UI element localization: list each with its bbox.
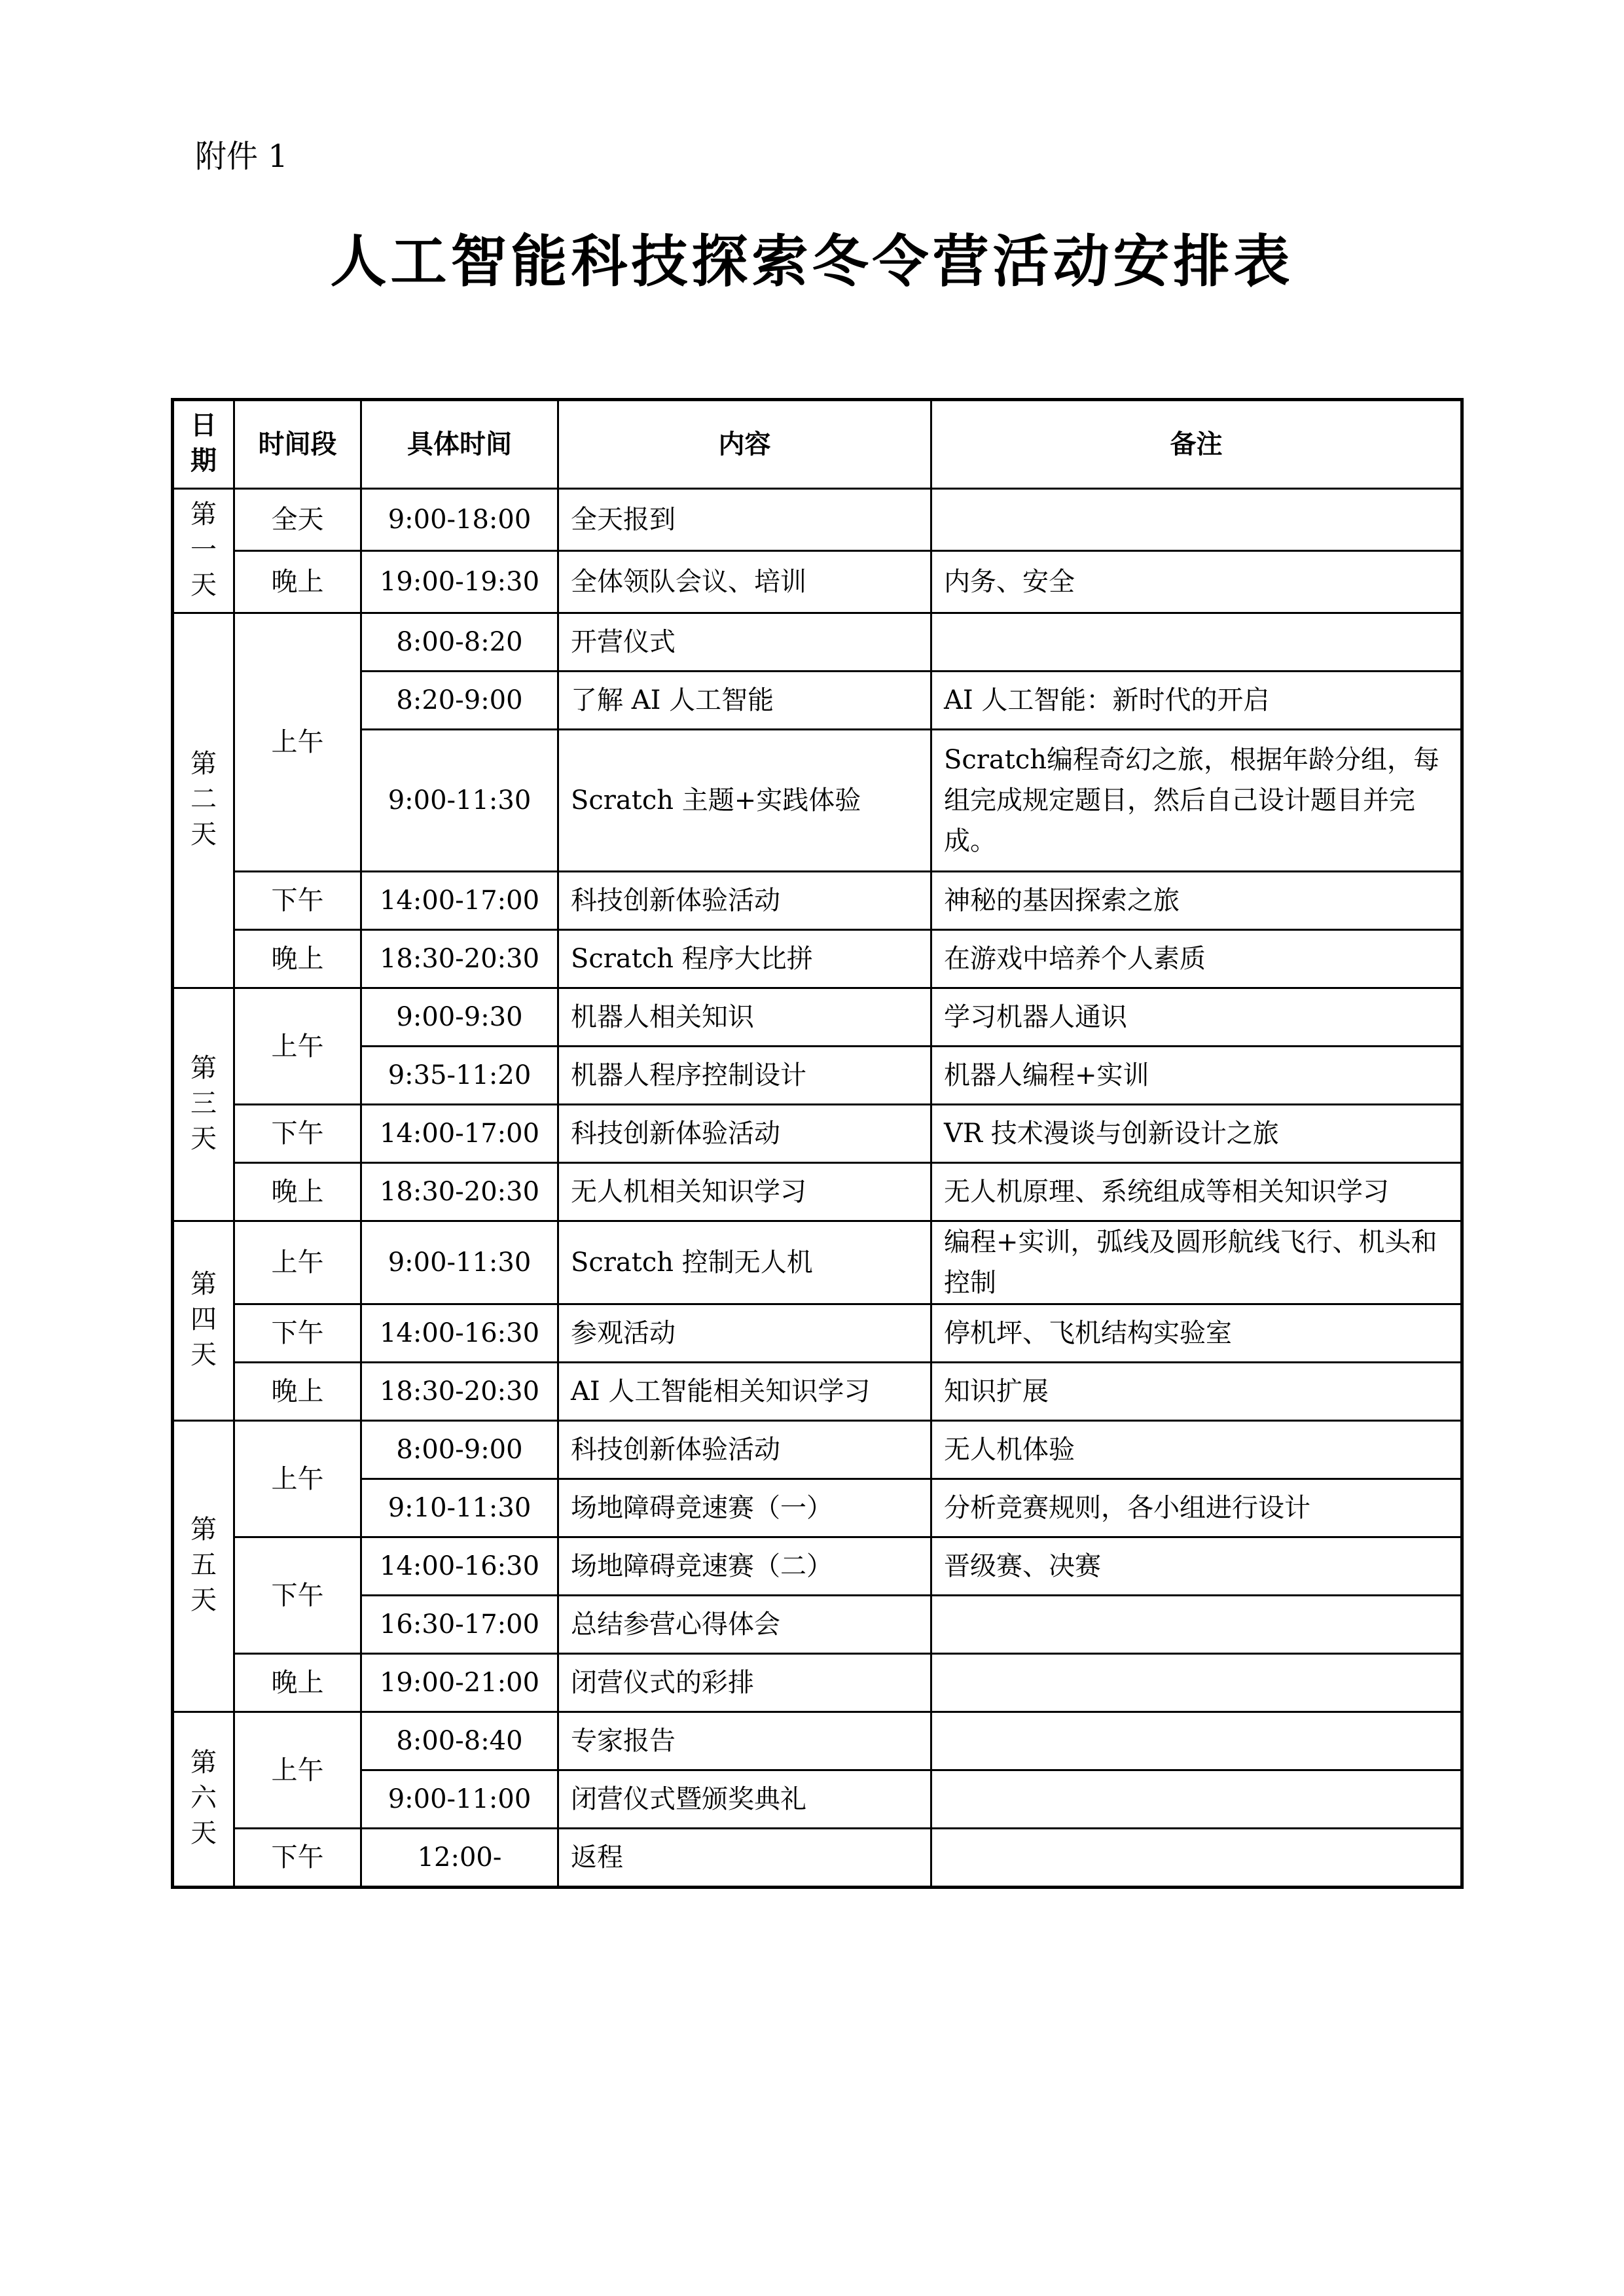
content-cell: 机器人相关知识 xyxy=(558,988,931,1047)
period-cell: 上午 xyxy=(234,613,361,872)
period-cell: 晚上 xyxy=(234,1363,361,1421)
note-cell xyxy=(931,489,1462,551)
time-cell: 18:30-20:30 xyxy=(361,930,558,988)
header-period: 时间段 xyxy=(234,400,361,489)
table-row xyxy=(173,613,1462,672)
day-cell: 第三天 xyxy=(173,988,234,1221)
note-cell: 机器人编程+实训 xyxy=(931,1047,1462,1105)
note-cell: 学习机器人通识 xyxy=(931,988,1462,1047)
content-cell: Scratch 程序大比拼 xyxy=(558,930,931,988)
table-row xyxy=(173,730,1462,872)
table-row xyxy=(173,1421,1462,1479)
time-cell: 18:30-20:30 xyxy=(361,1363,558,1421)
table-row xyxy=(173,1047,1462,1105)
page-title: 人工智能科技探索冬令营活动安排表 xyxy=(330,229,1294,295)
time-cell: 8:00-8:20 xyxy=(361,613,558,672)
time-cell: 12:00- xyxy=(361,1829,558,1888)
table-row xyxy=(173,1304,1462,1363)
day-cell: 第六天 xyxy=(173,1712,234,1888)
content-cell: 全体领队会议、培训 xyxy=(558,551,931,613)
note-cell xyxy=(931,1829,1462,1888)
note-cell: VR 技术漫谈与创新设计之旅 xyxy=(931,1105,1462,1163)
content-cell: 全天报到 xyxy=(558,489,931,551)
period-cell: 下午 xyxy=(234,1537,361,1654)
time-cell: 8:20-9:00 xyxy=(361,672,558,730)
content-cell: 科技创新体验活动 xyxy=(558,872,931,930)
note-cell: 知识扩展 xyxy=(931,1363,1462,1421)
time-cell: 9:00-11:30 xyxy=(361,730,558,872)
note-cell: 在游戏中培养个人素质 xyxy=(931,930,1462,988)
time-cell: 14:00-16:30 xyxy=(361,1537,558,1596)
day-cell: 第二天 xyxy=(173,613,234,988)
header-content: 内容 xyxy=(558,400,931,489)
table-row xyxy=(173,1479,1462,1537)
content-cell: 科技创新体验活动 xyxy=(558,1105,931,1163)
header-note: 备注 xyxy=(931,400,1462,489)
note-cell xyxy=(931,1770,1462,1829)
content-cell: 场地障碍竞速赛（二） xyxy=(558,1537,931,1596)
header-row xyxy=(173,400,1462,489)
content-cell: 开营仪式 xyxy=(558,613,931,672)
table-row xyxy=(173,672,1462,730)
time-cell: 8:00-9:00 xyxy=(361,1421,558,1479)
period-cell: 下午 xyxy=(234,1829,361,1888)
schedule-body xyxy=(173,400,1462,1888)
content-cell: 机器人程序控制设计 xyxy=(558,1047,931,1105)
time-cell: 14:00-17:00 xyxy=(361,1105,558,1163)
period-cell: 晚上 xyxy=(234,551,361,613)
table-row xyxy=(173,1829,1462,1888)
content-cell: 了解 AI 人工智能 xyxy=(558,672,931,730)
note-cell: 神秘的基因探索之旅 xyxy=(931,872,1462,930)
note-cell xyxy=(931,1596,1462,1654)
content-cell: 总结参营心得体会 xyxy=(558,1596,931,1654)
note-cell xyxy=(931,613,1462,672)
content-cell: 专家报告 xyxy=(558,1712,931,1770)
table-row xyxy=(173,489,1462,551)
table-row xyxy=(173,551,1462,613)
time-cell: 9:10-11:30 xyxy=(361,1479,558,1537)
note-cell: 编程+实训，弧线及圆形航线飞行、机头和控制 xyxy=(931,1221,1462,1304)
time-cell: 9:00-11:00 xyxy=(361,1770,558,1829)
content-cell: 返程 xyxy=(558,1829,931,1888)
note-cell xyxy=(931,1712,1462,1770)
table-row xyxy=(173,988,1462,1047)
time-cell: 14:00-17:00 xyxy=(361,872,558,930)
content-cell: 科技创新体验活动 xyxy=(558,1421,931,1479)
content-cell: 闭营仪式的彩排 xyxy=(558,1654,931,1712)
table-row xyxy=(173,872,1462,930)
period-cell: 晚上 xyxy=(234,1163,361,1221)
time-cell: 9:00-18:00 xyxy=(361,489,558,551)
period-cell: 晚上 xyxy=(234,930,361,988)
time-cell: 8:00-8:40 xyxy=(361,1712,558,1770)
note-cell: 无人机体验 xyxy=(931,1421,1462,1479)
table-row xyxy=(173,1363,1462,1421)
table-row xyxy=(173,1654,1462,1712)
period-cell: 晚上 xyxy=(234,1654,361,1712)
day-cell: 第四天 xyxy=(173,1221,234,1421)
table-row xyxy=(173,1163,1462,1221)
period-cell: 上午 xyxy=(234,1221,361,1304)
period-cell: 下午 xyxy=(234,1105,361,1163)
day-cell: 第一天 xyxy=(173,489,234,613)
header-day: 日期 xyxy=(173,400,234,489)
time-cell: 14:00-16:30 xyxy=(361,1304,558,1363)
content-cell: 场地障碍竞速赛（一） xyxy=(558,1479,931,1537)
table-row xyxy=(173,1221,1462,1304)
table-row xyxy=(173,1537,1462,1596)
note-cell: 内务、安全 xyxy=(931,551,1462,613)
table-row xyxy=(173,1770,1462,1829)
note-cell: Scratch编程奇幻之旅，根据年龄分组，每组完成规定题目，然后自己设计题目并完成。 xyxy=(931,730,1462,872)
table-row xyxy=(173,1596,1462,1654)
time-cell: 18:30-20:30 xyxy=(361,1163,558,1221)
content-cell: Scratch 控制无人机 xyxy=(558,1221,931,1304)
content-cell: AI 人工智能相关知识学习 xyxy=(558,1363,931,1421)
content-cell: 参观活动 xyxy=(558,1304,931,1363)
content-cell: 无人机相关知识学习 xyxy=(558,1163,931,1221)
note-cell: AI 人工智能：新时代的开启 xyxy=(931,672,1462,730)
note-cell: 晋级赛、决赛 xyxy=(931,1537,1462,1596)
time-cell: 9:00-11:30 xyxy=(361,1221,558,1304)
content-cell: Scratch 主题+实践体验 xyxy=(558,730,931,872)
note-cell xyxy=(931,1654,1462,1712)
time-cell: 9:35-11:20 xyxy=(361,1047,558,1105)
period-cell: 上午 xyxy=(234,1712,361,1829)
note-cell: 停机坪、飞机结构实验室 xyxy=(931,1304,1462,1363)
period-cell: 上午 xyxy=(234,1421,361,1537)
time-cell: 19:00-21:00 xyxy=(361,1654,558,1712)
table-row xyxy=(173,930,1462,988)
schedule-table xyxy=(171,398,1464,1889)
time-cell: 19:00-19:30 xyxy=(361,551,558,613)
day-cell: 第五天 xyxy=(173,1421,234,1712)
note-cell: 分析竞赛规则，各小组进行设计 xyxy=(931,1479,1462,1537)
attachment-label: 附件 1 xyxy=(195,138,288,175)
period-cell: 全天 xyxy=(234,489,361,551)
table-row xyxy=(173,1105,1462,1163)
table-row xyxy=(173,1712,1462,1770)
time-cell: 9:00-9:30 xyxy=(361,988,558,1047)
note-cell: 无人机原理、系统组成等相关知识学习 xyxy=(931,1163,1462,1221)
period-cell: 上午 xyxy=(234,988,361,1105)
period-cell: 下午 xyxy=(234,872,361,930)
period-cell: 下午 xyxy=(234,1304,361,1363)
time-cell: 16:30-17:00 xyxy=(361,1596,558,1654)
header-time: 具体时间 xyxy=(361,400,558,489)
content-cell: 闭营仪式暨颁奖典礼 xyxy=(558,1770,931,1829)
